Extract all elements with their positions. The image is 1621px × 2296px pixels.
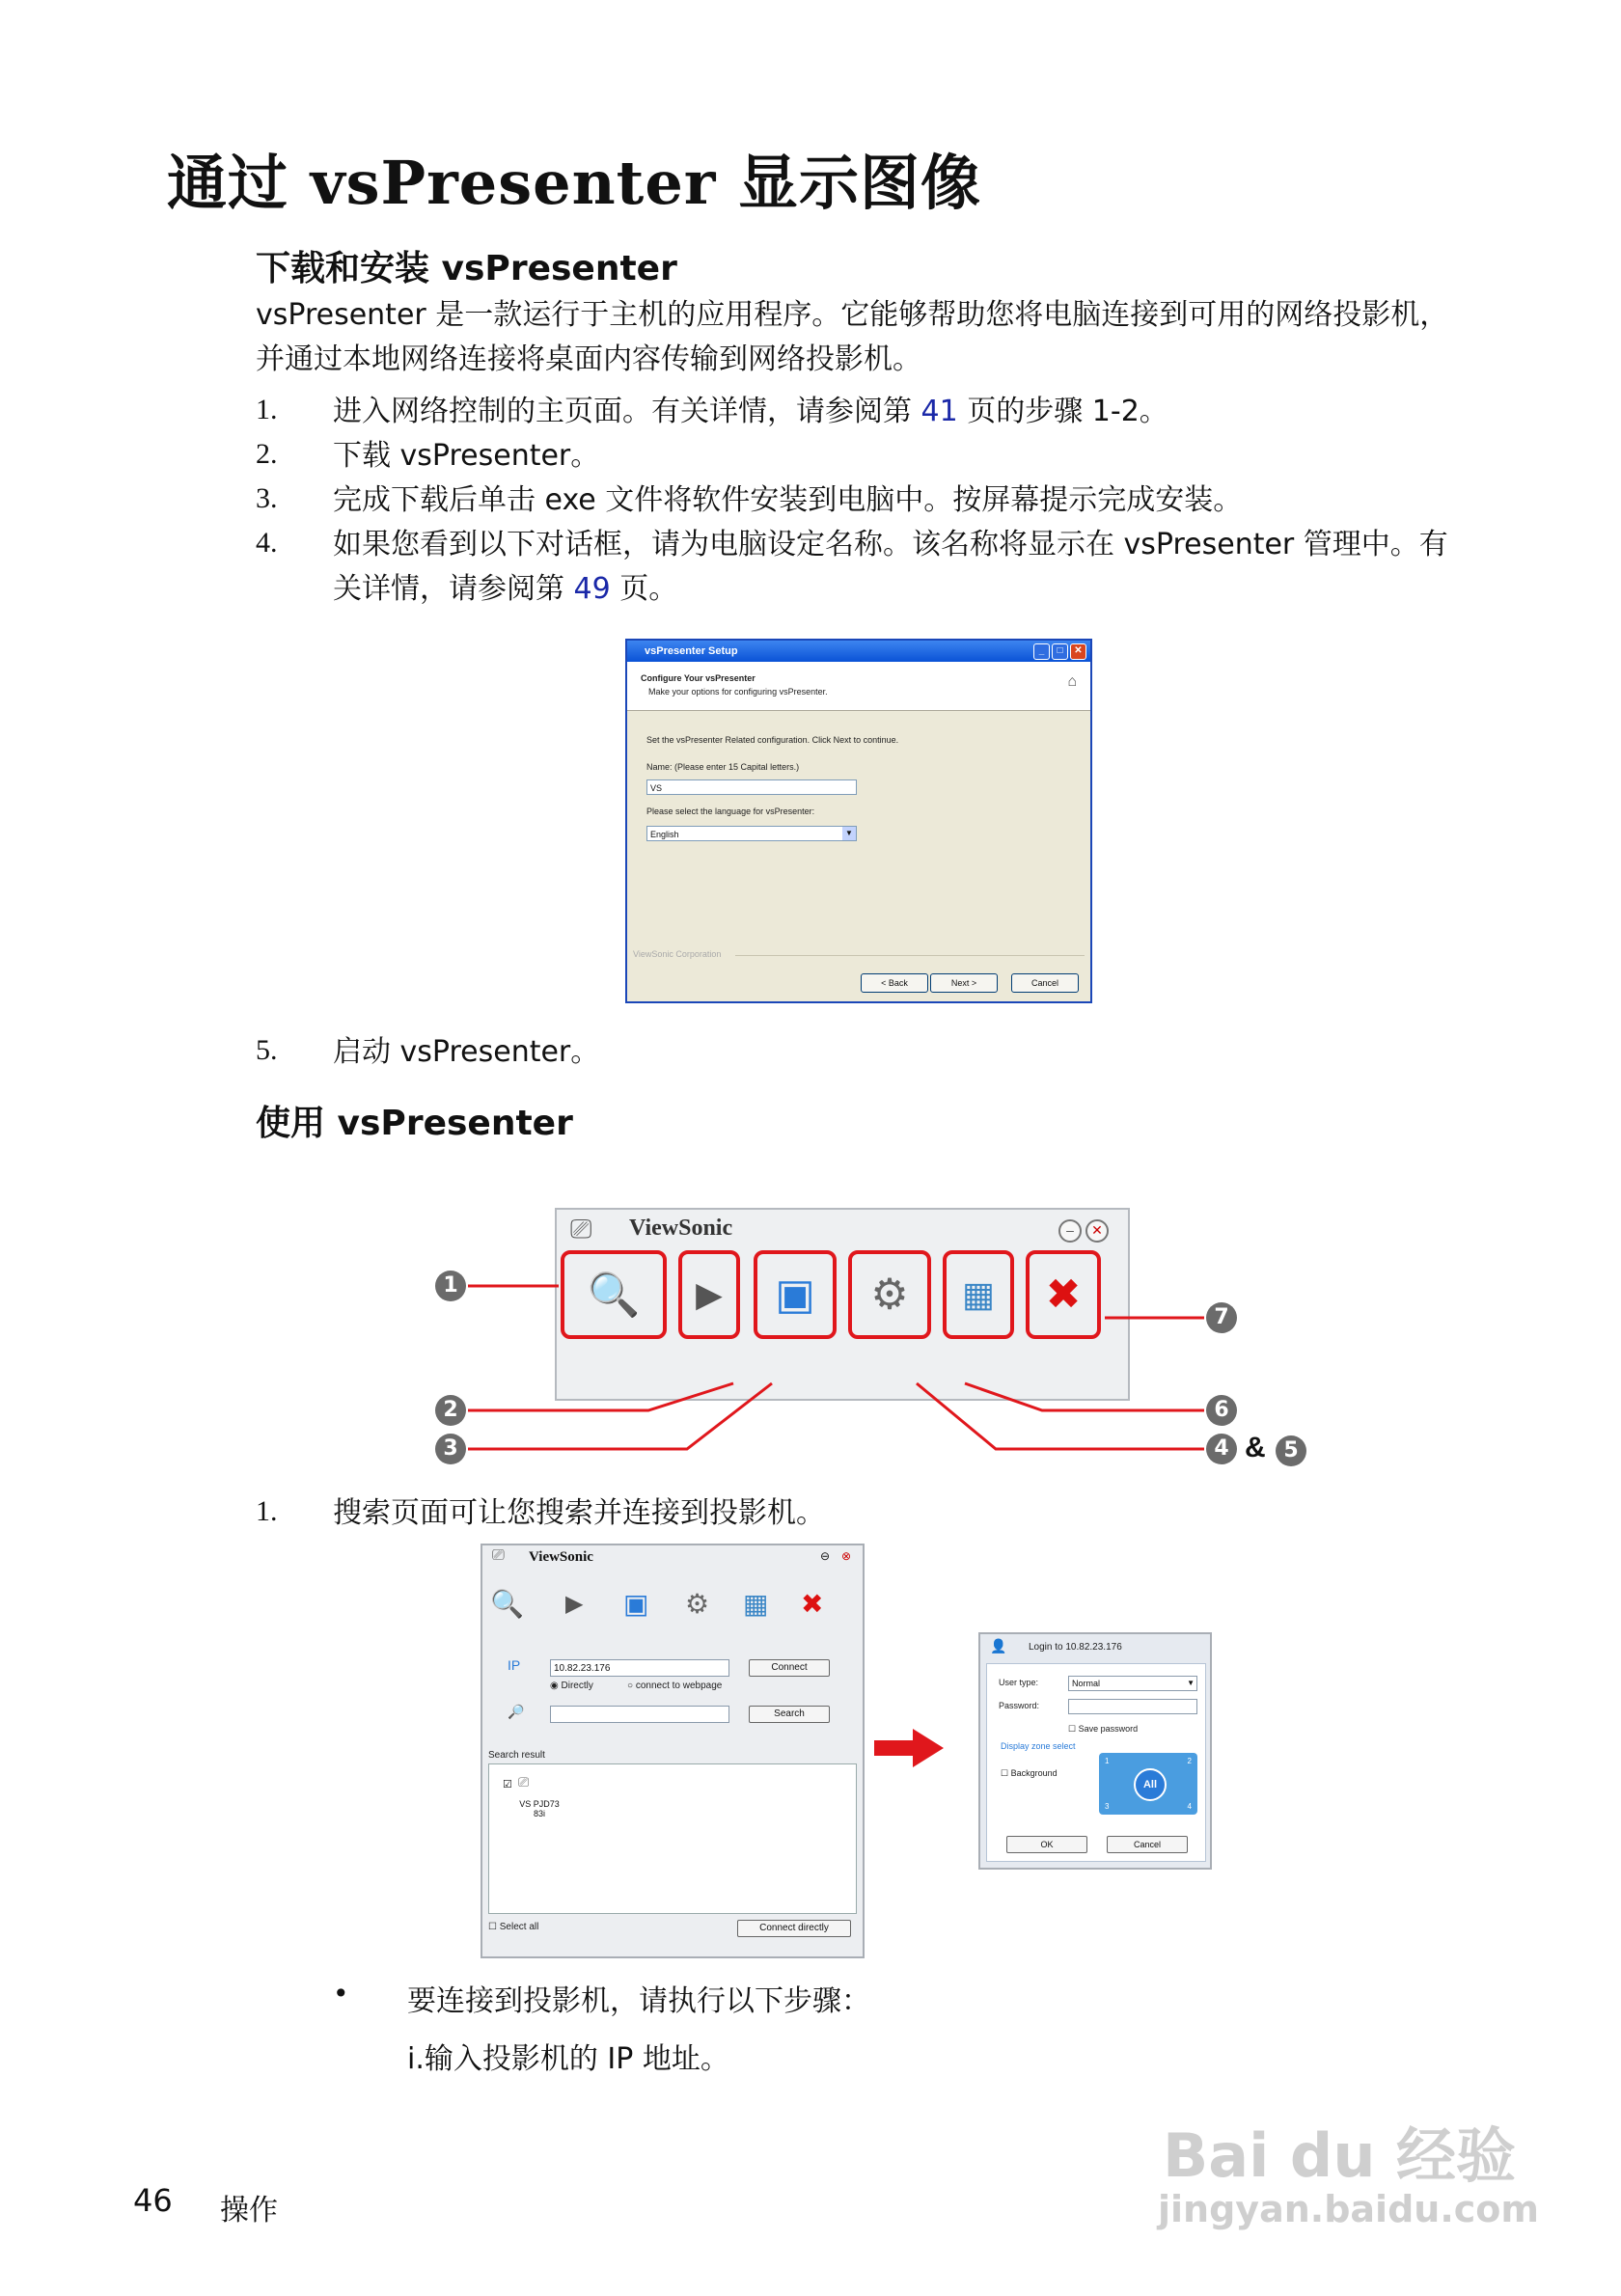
- login-panel: User type: Normal ▼ Password: ☐ Save password Display zone select ☐ Background All 1 2 3 4 OK Cancel: [986, 1663, 1206, 1862]
- select-all-checkbox[interactable]: ☐ Select all: [488, 1922, 539, 1932]
- page-link[interactable]: 49: [573, 572, 611, 606]
- play-icon: ▶: [696, 1274, 723, 1314]
- brand-label: ViewSonic: [529, 1549, 593, 1565]
- search-result-list[interactable]: [488, 1763, 857, 1914]
- footer-section: 操作: [220, 2194, 278, 2228]
- play-icon[interactable]: ▶: [565, 1591, 584, 1617]
- next-button[interactable]: Next >: [930, 973, 998, 993]
- language-select[interactable]: English ▼: [646, 826, 857, 841]
- page-title: 通过 vsPresenter 显示图像: [167, 148, 982, 218]
- dialog-title: vsPresenter Setup: [645, 645, 738, 657]
- step-text: 完成下载后单击 exe 文件将软件安装到电脑中。按屏幕提示完成安装。: [333, 483, 1243, 517]
- radio-directly[interactable]: ◉ Directly: [550, 1681, 593, 1691]
- callout-7: 7: [1206, 1302, 1237, 1333]
- device-label[interactable]: VS PJD73 83i: [519, 1799, 560, 1818]
- login-title: Login to 10.82.23.176: [1029, 1642, 1122, 1653]
- search-window: [481, 1544, 865, 1958]
- gear-icon[interactable]: ⚙: [685, 1589, 710, 1619]
- step-text: 搜索页面可让您搜索并连接到投影机。: [333, 1496, 825, 1530]
- password-input[interactable]: [1068, 1699, 1197, 1714]
- projector-logo-icon: ⎚: [570, 1214, 592, 1244]
- bullet-icon: •: [333, 1978, 349, 2009]
- gear-icon: ⚙: [870, 1271, 909, 1319]
- search-projector-icon[interactable]: 🔍: [490, 1589, 524, 1619]
- close-icon[interactable]: ⊗: [841, 1549, 852, 1563]
- monitor-icon: ▣: [775, 1271, 815, 1319]
- chevron-down-icon: ▼: [842, 827, 856, 840]
- save-password-checkbox[interactable]: ☐ Save password: [1068, 1724, 1139, 1734]
- background-checkbox[interactable]: ☐ Background: [1001, 1768, 1058, 1778]
- bullet-text: 要连接到投影机，请执行以下步骤：: [407, 1984, 870, 2018]
- setup-dialog: vsPresenter Setup _ □ ✕ Configure Your vsPresenter Make your options for configuring vsPresenter. ⌂ Set the vsPresenter Related configuration. Click Next to continue. Name: (Please enter 15 Capital letters.) VS Please select the language for vsPresenter: English ▼ ViewSonic Corporation < Back Next > Cancel: [625, 639, 1092, 1003]
- step-number: 2.: [256, 438, 278, 470]
- ip-input[interactable]: 10.82.23.176: [550, 1659, 729, 1677]
- zone-selector[interactable]: [1099, 1753, 1197, 1815]
- monitor-icon[interactable]: ▣: [623, 1589, 649, 1619]
- step-number: 4.: [256, 527, 278, 559]
- minimize-icon[interactable]: ⊖: [820, 1549, 831, 1563]
- step-number: 5.: [256, 1034, 278, 1066]
- disconnect-icon[interactable]: ✖: [801, 1589, 824, 1619]
- close-icon[interactable]: ✕: [1070, 643, 1086, 660]
- page-number: 46: [133, 2182, 173, 2219]
- projector-logo-icon: ⎚: [492, 1547, 505, 1564]
- page-link[interactable]: 41: [920, 395, 958, 428]
- zone-label: Display zone select: [1001, 1741, 1076, 1751]
- watermark-logo: Bai du 经验: [1163, 2120, 1517, 2191]
- radio-webpage[interactable]: ○ connect to webpage: [627, 1681, 723, 1691]
- callout-6: 6: [1206, 1395, 1237, 1426]
- user-icon: 👤: [990, 1638, 1007, 1654]
- chevron-down-icon: ▼: [1187, 1679, 1195, 1687]
- minimize-icon[interactable]: –: [1058, 1219, 1082, 1243]
- intro-paragraph: vsPresenter 是一款运行于主机的应用程序。它能够帮助您将电脑连接到可用的网络投影机，并通过本地网络连接将桌面内容传输到网络投影机。: [256, 298, 1449, 376]
- ampersand: &: [1245, 1432, 1266, 1463]
- login-window: [978, 1632, 1212, 1870]
- callout-5: 5: [1276, 1435, 1306, 1466]
- step-number: 1.: [256, 1495, 278, 1527]
- search-button[interactable]: Search: [749, 1706, 830, 1723]
- callout-1: 1: [435, 1271, 466, 1301]
- brand-label: ViewSonic: [629, 1216, 733, 1241]
- callout-4: 4: [1206, 1434, 1237, 1464]
- projector-icon: ⎚: [518, 1774, 530, 1790]
- checkbox-icon[interactable]: ☑: [503, 1779, 512, 1790]
- watermark-url: jingyan.baidu.com: [1158, 2188, 1539, 2230]
- step-text: 进入网络控制的主页面。有关详情，请参阅第 41 页的步骤 1-2。: [333, 395, 1168, 428]
- search-result-label: Search result: [488, 1750, 545, 1761]
- ok-button[interactable]: OK: [1006, 1836, 1087, 1853]
- search-icon: 🔎: [508, 1704, 525, 1719]
- zone-2[interactable]: 2: [1187, 1757, 1192, 1765]
- section-heading-use: 使用 vsPresenter: [256, 1104, 573, 1143]
- section-heading-install: 下载和安装 vsPresenter: [256, 249, 677, 288]
- connect-directly-button[interactable]: Connect directly: [737, 1920, 851, 1937]
- users-grid-icon: ▦: [961, 1274, 996, 1314]
- dialog-header: Configure Your vsPresenter Make your options for configuring vsPresenter. ⌂: [627, 662, 1090, 711]
- callout-line-2: [468, 1383, 733, 1410]
- step-text: 下载 vsPresenter。: [333, 439, 600, 473]
- maximize-icon[interactable]: □: [1052, 643, 1068, 660]
- cancel-button[interactable]: Cancel: [1107, 1836, 1188, 1853]
- step-text: 启动 vsPresenter。: [333, 1035, 600, 1069]
- step-number: 1.: [256, 394, 278, 425]
- callout-line-3: [468, 1383, 772, 1449]
- zone-4[interactable]: 4: [1187, 1802, 1192, 1811]
- projector-icon: ⌂: [1067, 673, 1077, 690]
- users-grid-icon[interactable]: ▦: [743, 1589, 769, 1619]
- back-button[interactable]: < Back: [861, 973, 928, 993]
- zone-all-button[interactable]: All: [1134, 1768, 1167, 1801]
- disconnect-icon: ✖: [1045, 1271, 1082, 1319]
- user-type-select[interactable]: Normal ▼: [1068, 1676, 1197, 1691]
- step-number: 3.: [256, 482, 278, 514]
- ip-icon: IP: [508, 1657, 521, 1673]
- zone-3[interactable]: 3: [1105, 1802, 1110, 1811]
- connect-button[interactable]: Connect: [749, 1659, 830, 1677]
- search-input[interactable]: [550, 1706, 729, 1723]
- callout-line-4: [917, 1383, 1204, 1449]
- arrow-right-icon: [874, 1729, 944, 1767]
- minimize-icon[interactable]: _: [1033, 643, 1050, 660]
- callout-3: 3: [435, 1434, 466, 1464]
- name-input[interactable]: VS: [646, 779, 857, 795]
- bullet-subtext: i.输入投影机的 IP 地址。: [407, 2042, 729, 2076]
- cancel-button[interactable]: Cancel: [1011, 973, 1079, 993]
- step-text: 如果您看到以下对话框，请为电脑设定名称。该名称将显示在 vsPresenter 管理中。有关详情，请参阅第 49 页。: [333, 528, 1448, 606]
- zone-1[interactable]: 1: [1105, 1757, 1110, 1765]
- search-projector-icon: 🔍: [587, 1271, 641, 1319]
- callout-line-6: [965, 1383, 1204, 1410]
- close-icon[interactable]: ✕: [1085, 1219, 1109, 1243]
- callout-2: 2: [435, 1395, 466, 1426]
